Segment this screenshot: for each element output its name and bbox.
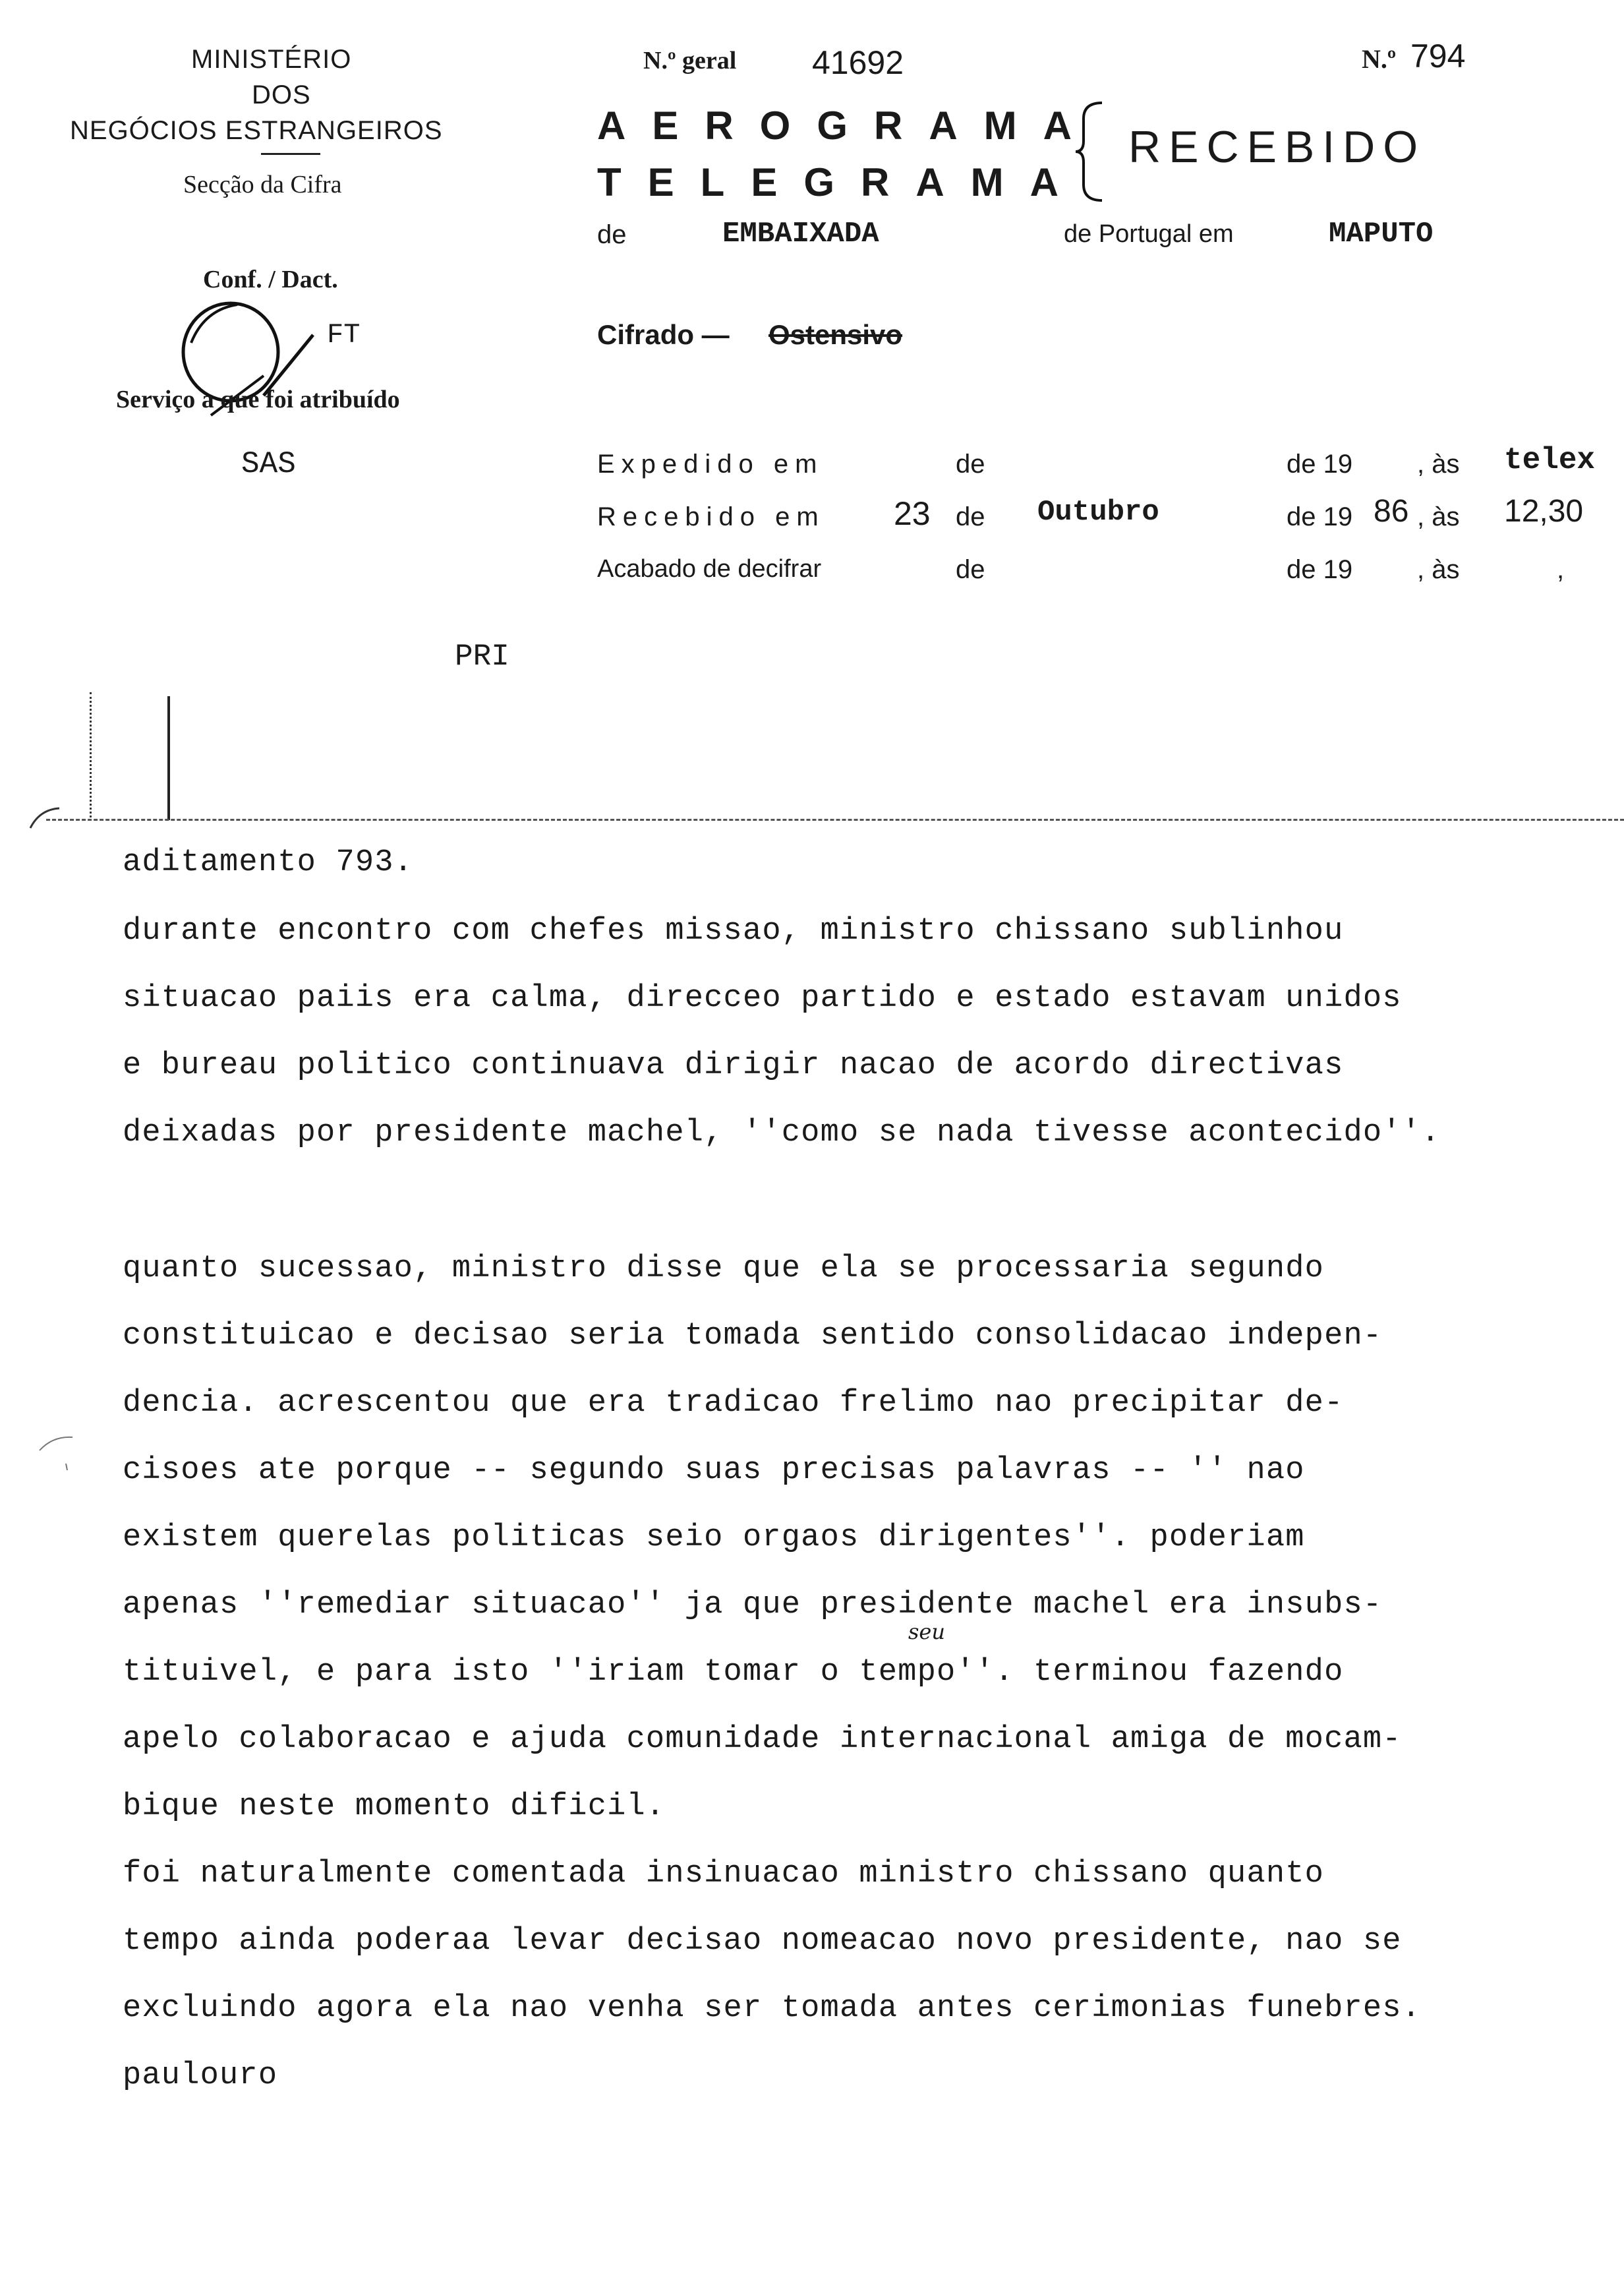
- status-stamp: RECEBIDO: [1128, 122, 1426, 172]
- conf-initials: FT: [327, 319, 361, 351]
- priority-code: PRI: [455, 639, 509, 674]
- expedido-de: de: [956, 450, 985, 479]
- telegrama-title: TELEGRAMA: [597, 160, 1085, 204]
- margin-squiggle: [26, 1431, 79, 1477]
- acabado-time-label: , às: [1417, 555, 1460, 584]
- body-line: durante encontro com chefes missao, ministro chissano sublinhou: [123, 914, 1344, 949]
- ministry-underline: [261, 153, 320, 155]
- from-label: de: [597, 220, 627, 249]
- expedido-year-label: de 19: [1287, 450, 1353, 479]
- body-line: excluindo agora ela nao venha ser tomada antes cerimonias funebres.: [123, 1991, 1422, 2026]
- body-line: e bureau politico continuava dirigir nacao de acordo directivas: [123, 1048, 1344, 1083]
- recebido-label: Recebido em: [597, 502, 825, 531]
- location-label: de Portugal em: [1064, 220, 1234, 248]
- brace-mark: [1072, 99, 1111, 204]
- signature-name: paulouro: [123, 2058, 278, 2093]
- body-line: apenas ''remediar situacao'' ja que presidente machel era insubs-: [123, 1588, 1383, 1622]
- body-line: tempo ainda poderaa levar decisao nomeacao novo presidente, nao se: [123, 1924, 1402, 1959]
- body-line: situacao paiis era calma, direcceo partido e estado estavam unidos: [123, 981, 1402, 1016]
- body-line: foi naturalmente comentada insinuacao ministro chissano quanto: [123, 1857, 1325, 1891]
- handwritten-insert: seu: [908, 1619, 945, 1644]
- acabado-de: de: [956, 555, 985, 584]
- margin-tick-mark: [20, 802, 66, 841]
- aerograma-title: AEROGRAMA: [597, 104, 1098, 148]
- recebido-year-label: de 19: [1287, 502, 1353, 531]
- recebido-year: 86: [1374, 494, 1409, 529]
- expedido-label: Expedido em: [597, 450, 824, 479]
- ministry-line-2: DOS: [252, 80, 311, 109]
- recebido-time-label: , às: [1417, 502, 1460, 531]
- body-line: quanto sucessao, ministro disse que ela se processaria segundo: [123, 1251, 1325, 1286]
- body-line: tituivel, e para isto ''iriam tomar o tempo''. terminou fazendo: [123, 1655, 1344, 1690]
- body-line: deixadas por presidente machel, ''como se nada tivesse acontecido''.: [123, 1115, 1441, 1150]
- page-separator-line: [46, 819, 1624, 821]
- number-value: 794: [1410, 38, 1466, 74]
- location-value: MAPUTO: [1329, 218, 1434, 251]
- acabado-year-label: de 19: [1287, 555, 1353, 584]
- body-line: dencia. acrescentou que era tradicao frelimo nao precipitar de-: [123, 1386, 1344, 1421]
- body-line: cisoes ate porque -- segundo suas precisas palavras -- '' nao: [123, 1453, 1305, 1488]
- body-line: existem querelas politicas seio orgaos dirigentes''. poderiam: [123, 1520, 1305, 1555]
- margin-solid-line: [167, 696, 170, 820]
- recebido-day: 23: [894, 495, 931, 532]
- margin-dotted-line: [90, 692, 92, 818]
- service-value: SAS: [241, 447, 296, 481]
- ministry-line-1: MINISTÉRIO: [191, 45, 352, 74]
- geral-number: 41692: [812, 44, 904, 81]
- recebido-month: Outubro: [1037, 496, 1159, 529]
- recebido-time: 12,30: [1504, 494, 1584, 529]
- geral-label: N.º geral: [643, 47, 737, 74]
- number-label: N.º: [1362, 44, 1397, 74]
- recebido-de: de: [956, 502, 985, 531]
- body-line: constituicao e decisao seria tomada sentido consolidacao indepen-: [123, 1319, 1383, 1353]
- cipher-label: Cifrado —: [597, 319, 730, 350]
- service-label: Serviço a que foi atribuído: [116, 386, 400, 413]
- acabado-comma: ,: [1557, 555, 1565, 584]
- body-line: apelo colaboracao e ajuda comunidade internacional amiga de mocam-: [123, 1722, 1402, 1757]
- body-line: aditamento 793.: [123, 845, 414, 880]
- expedido-time-label: , às: [1417, 450, 1460, 479]
- cipher-section: Secção da Cifra: [183, 171, 342, 198]
- ostensivo-struck: Ostensivo: [768, 319, 903, 350]
- from-value: EMBAIXADA: [722, 218, 879, 251]
- conf-dact-label: Conf. / Dact.: [203, 266, 338, 293]
- ministry-line-3: NEGÓCIOS ESTRANGEIROS: [70, 116, 443, 145]
- expedido-value: telex: [1504, 443, 1596, 477]
- acabado-label: Acabado de decifrar: [597, 555, 822, 583]
- body-line: bique neste momento dificil.: [123, 1789, 666, 1824]
